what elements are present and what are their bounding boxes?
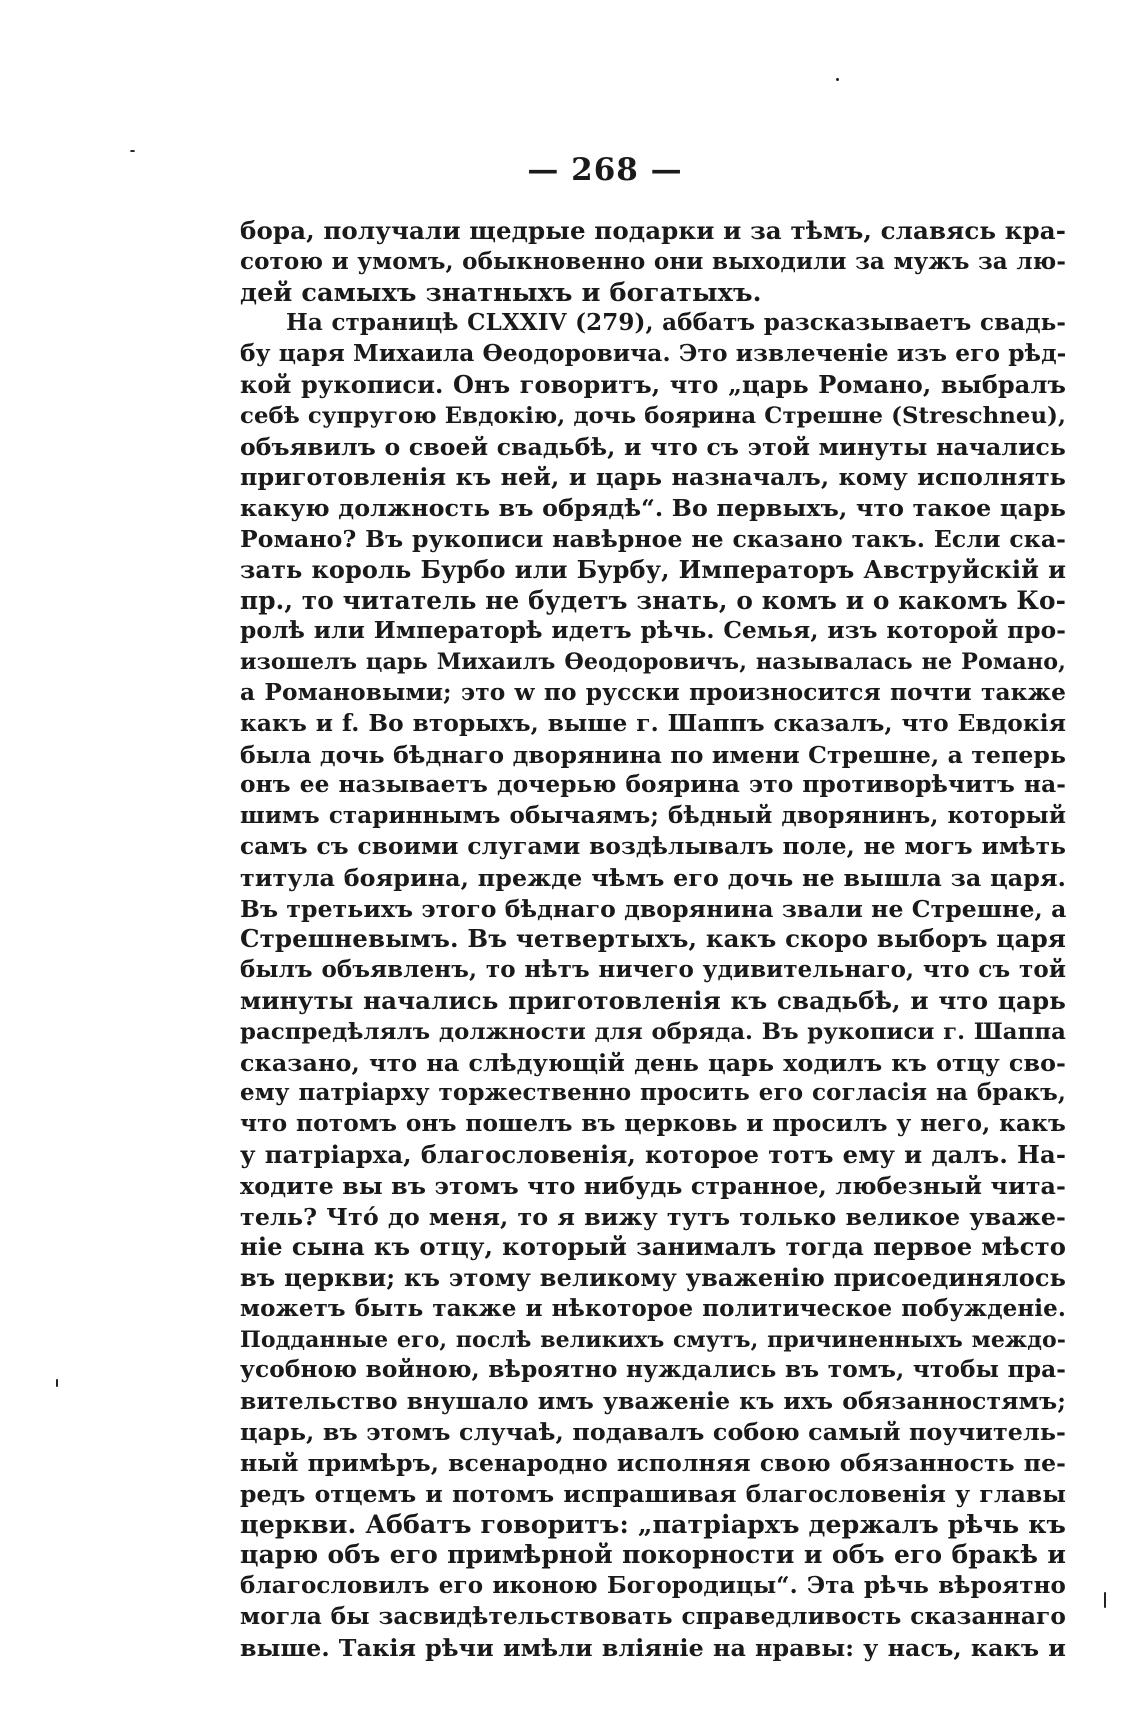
text-line: благословилъ его иконою Богородицы“. Эта рѣчь вѣроятно	[240, 1572, 1066, 1600]
text-line: какъ и f. Во вторыхъ, выше г. Шаппъ сказалъ, что Евдокія	[240, 709, 1066, 737]
text-line: сказано, что на слѣдующій день царь ходилъ къ отцу сво-	[240, 1048, 1066, 1077]
body-text	[240, 216, 1066, 1663]
text-line: ролѣ или Императорѣ идетъ рѣчь. Семья, изъ которой про-	[240, 617, 1066, 645]
text-line: пр., то читатель не будетъ знать, о комъ и о какомъ Ко-	[240, 585, 1066, 615]
text-line: кой рукописи. Онъ говоритъ, что „царь Романо, выбралъ	[240, 369, 1066, 399]
page-number: — 268 —	[527, 152, 683, 188]
text-line: у патріарха, благословенія, которое тотъ ему и далъ. На-	[240, 1139, 1066, 1169]
scan-speck	[56, 1379, 58, 1387]
text-line: что потомъ онъ пошелъ въ церковь и просилъ у него, какъ	[240, 1110, 1066, 1138]
text-line: Стрешневымъ. Въ четвертыхъ, какъ скоро выборъ царя	[240, 924, 1066, 954]
text-line: ный примѣръ, всенародно исполняя свою обязанность пе-	[240, 1448, 1066, 1477]
text-line: шимъ стариннымъ обычаямъ; бѣдный дворянинъ, который	[240, 802, 1066, 830]
text-line: сотою и умомъ, обыкновенно они выходили за мужъ за лю-	[240, 247, 1066, 275]
scan-speck	[1104, 1592, 1106, 1608]
text-line: былъ объявленъ, то нѣтъ ничего удивительнаго, что съ той	[240, 956, 1066, 984]
text-line: церкви. Аббатъ говоритъ: „патріархъ держалъ рѣчь къ	[240, 1509, 1066, 1540]
text-line: можетъ быть также и нѣкоторое политическое побужденіе.	[240, 1294, 1066, 1322]
text-line: Подданные его, послѣ великихъ смутъ, причиненныхъ междо-	[240, 1326, 1066, 1353]
text-line: царь, въ этомъ случаѣ, подавалъ собою самый поучитель-	[240, 1418, 1066, 1447]
text-line: а Романовыми; это w по русски произносится почти также	[240, 678, 1066, 706]
text-line: царю объ его примѣрной покорности и объ его бракѣ и	[240, 1540, 1066, 1570]
text-line: объявилъ о своей свадьбѣ, и что съ этой минуты начались	[240, 432, 1066, 461]
text-line: въ церкви; къ этому великому уваженію присоединялось	[240, 1263, 1066, 1293]
scan-speck	[130, 150, 135, 152]
text-line: зать король Бурбо или Бурбу, Императоръ Авструйскій и	[240, 554, 1066, 584]
scan-speck	[836, 78, 839, 81]
text-line: редъ отцемъ и потомъ испрашивая благословенія у главы	[240, 1479, 1066, 1508]
text-line: ему патріарху торжественно просить его согласія на бракъ,	[240, 1079, 1066, 1107]
text-line: ходите вы въ этомъ что нибудь странное, любезный чита-	[240, 1171, 1066, 1200]
text-line: минуты начались приготовленія къ свадьбѣ, и что царь	[240, 985, 1066, 1015]
text-line: Въ третьихъ этого бѣднаго дворянина звали не Стрешне, а	[240, 894, 1067, 923]
text-line: Романо? Въ рукописи навѣрное не сказано такъ. Если ска-	[240, 524, 1066, 553]
text-line: дей самыхъ знатныхъ и богатыхъ.	[240, 277, 762, 308]
text-line: какую должность въ обрядѣ“. Во первыхъ, что такое царь	[240, 494, 1066, 523]
text-line: распредѣлялъ должности для обряда. Въ рукописи г. Шаппа	[240, 1018, 1066, 1045]
text-line: усобною войною, вѣроятно нуждались въ томъ, чтобы пра-	[240, 1356, 1066, 1384]
text-line: тель? Чтó до меня, то я вижу тутъ только великое уваже-	[240, 1202, 1066, 1231]
text-line: вительство внушало имъ уваженіе къ ихъ обязанностямъ;	[240, 1387, 1066, 1416]
text-line: титула боярина, прежде чѣмъ его дочь не вышла за царя.	[240, 863, 1066, 892]
text-line: онъ ее называетъ дочерью боярина это противорѣчитъ на-	[240, 771, 1066, 799]
text-line: самъ съ своими слугами воздѣлывалъ поле, не могъ имѣть	[240, 832, 1066, 860]
text-line: На страницѣ CLXXIV (279), аббатъ разсказываетъ свадь-	[286, 309, 1066, 337]
text-line: изошелъ царь Михаилъ Ѳеодоровичъ, называлась не Романо,	[240, 649, 1066, 676]
text-line: себѣ супругою Евдокію, дочь боярина Стрешне (Streschneu),	[240, 402, 1067, 429]
text-line: бу царя Михаила Ѳеодоровича. Это извлеченіе изъ его рѣд-	[240, 340, 1067, 368]
text-line: приготовленія къ ней, и царь назначалъ, кому исполнять	[240, 463, 1066, 492]
text-line: ніе сына къ отцу, который занималъ тогда первое мѣсто	[240, 1232, 1066, 1262]
text-line: была дочь бѣднаго дворянина по имени Стрешне, а теперь	[240, 740, 1066, 769]
text-line: могла бы засвидѣтельствовать справедливость сказаннаго	[240, 1602, 1066, 1630]
text-line: выше. Такія рѣчи имѣли вліяніе на нравы: у насъ, какъ и	[240, 1633, 1066, 1662]
text-line: бора, получали щедрые подарки и за тѣмъ, славясь кра-	[240, 216, 1066, 245]
